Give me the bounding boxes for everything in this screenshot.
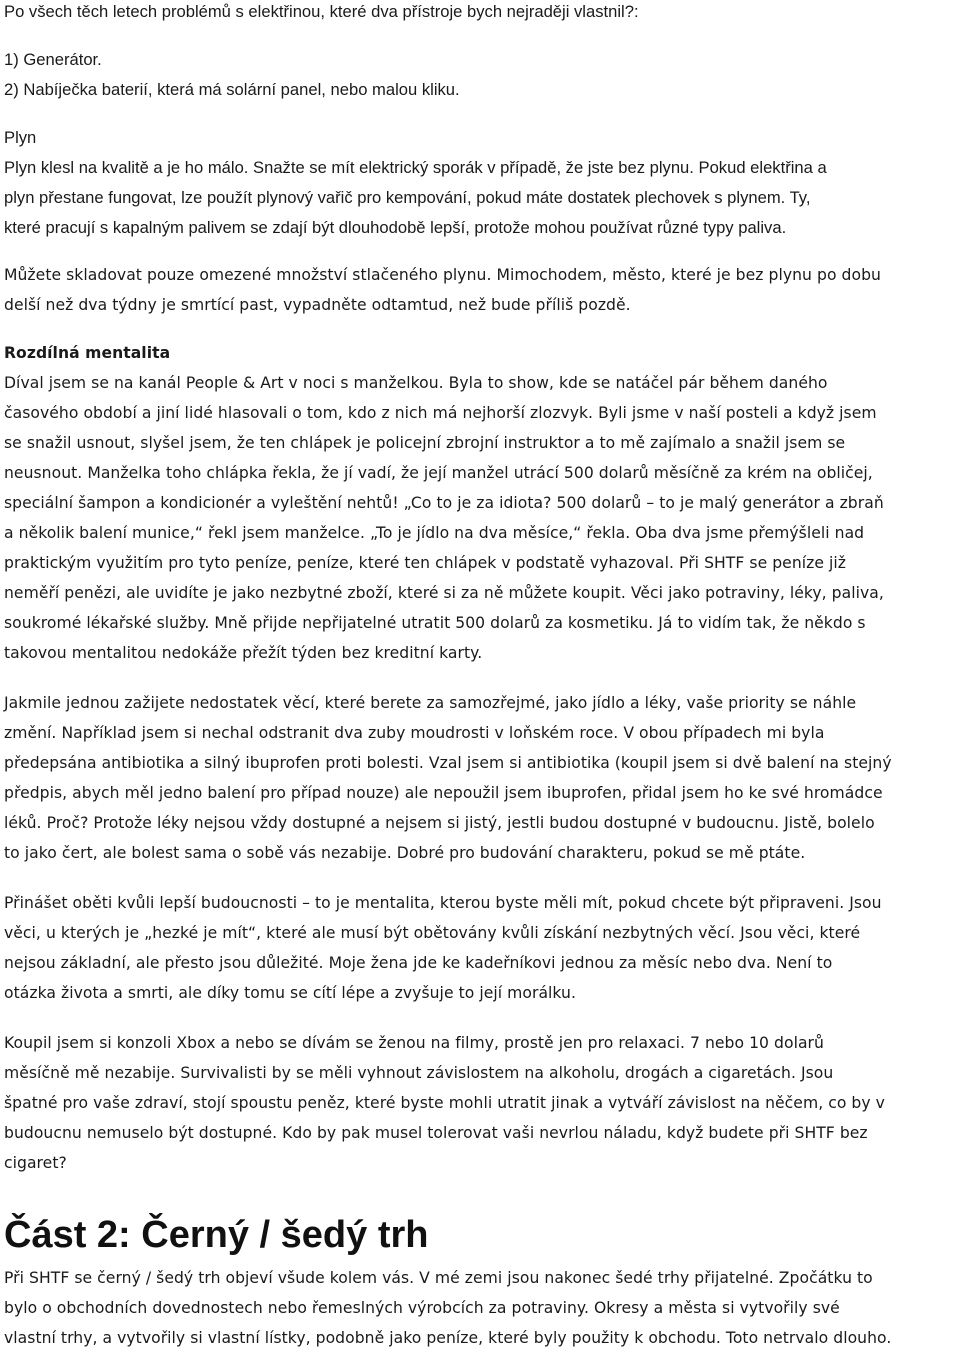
text-line: soukromé lékařské služby. Mně přijde nepřijatelné utratit 500 dolarů za kosmetiku. Já to vidím tak, že někdo s	[4, 614, 866, 632]
text-line: neusnout. Manželka toho chlápka řekla, že jí vadí, že její manžel utrácí 500 dolarů měsíčně za krém na obličej,	[4, 464, 873, 482]
text-line: měsíčně mě nezabije. Survivalisti by se měli vyhnout závislostem na alkoholu, drogách a cigaretách. Jsou	[4, 1064, 834, 1082]
text-line: budoucnu nemuselo být dostupné. Kdo by pak musel tolerovat vaši nevrlou náladu, když budete při SHTF bez	[4, 1124, 868, 1142]
text-line: časového období a jiní lidé hlasovali o tom, kdo z nich má nejhorší zlozvyk. Byli jsme v naší posteli a když jsem	[4, 404, 877, 422]
text-line: plyn přestane fungovat, lze použít plynový vařič pro kempování, pokud máte dostatek plechovek s plynem. Ty,	[4, 188, 811, 207]
text-line: Přinášet oběti kvůli lepší budoucnosti – to je mentalita, kterou byste měli mít, pokud chcete být připraveni. Jsou	[4, 894, 882, 912]
text-line: Koupil jsem si konzoli Xbox a nebo se dívám se ženou na filmy, prostě jen pro relaxaci. 7 nebo 10 dolarů	[4, 1034, 824, 1052]
text-line: Díval jsem se na kanál People & Art v noci s manželkou. Byla to show, kde se natáčel pár během daného	[4, 374, 828, 392]
text-line: praktickým využitím pro tyto peníze, peníze, které ten chlápek v podstatě vyhazoval. Při SHTF se peníze již	[4, 554, 847, 572]
text-line: se snažil usnout, slyšel jsem, že ten chlápek je policejní zbrojní instruktor a to mě zajímalo a snažil jsem se	[4, 434, 846, 452]
text-line: to jako čert, ale bolest sama o sobě vás nezabije. Dobré pro budování charakteru, pokud se mě ptáte.	[4, 844, 806, 862]
text-line: neměří penězi, ale uvidíte je jako nezbytné zboží, které si za ně můžete koupit. Věci jako potraviny, léky, paliva,	[4, 584, 884, 602]
text-line: delší než dva týdny je smrtící past, vypadněte odtamtud, než bude příliš pozdě.	[4, 296, 631, 314]
section-heading: Plyn	[4, 128, 37, 147]
text-line: předepsána antibiotika a silný ibuprofen proti bolesti. Vzal jsem si antibiotika (koupil jsem si dvě balení na stejný	[4, 754, 892, 772]
text-line: léků. Proč? Protože léky nejsou vždy dostupné a nejsem si jistý, jestli budou dostupné v budoucnu. Jistě, bolelo	[4, 814, 875, 832]
text-line: a několik balení munice,“ řekl jsem manželce. „To je jídlo na dva měsíce,“ řekla. Oba dva jsme přemýšleli nad	[4, 524, 865, 542]
chapter-heading: Část 2: Černý / šedý trh	[4, 1214, 429, 1256]
text-line: špatné pro vaše zdraví, stojí spoustu peněz, které byste mohli utratit jinak a vytváří závislost na něčem, co by v	[4, 1094, 885, 1112]
text-line: otázka života a smrti, ale díky tomu se cítí lépe a zvyšuje to její morálku.	[4, 984, 576, 1002]
list-item: 1) Generátor.	[4, 50, 102, 69]
text-line: Po všech těch letech problémů s elektřinou, které dva přístroje bych nejraději vlastnil?:	[4, 2, 639, 21]
text-line: speciální šampon a kondicionér a vyleštění nehtů! „Co to je za idiota? 500 dolarů – to je malý generátor a zbraň	[4, 494, 884, 512]
text-line: nejsou základní, ale přesto jsou důležité. Moje žena jde ke kadeřníkovi jednou za měsíc nebo dva. Není to	[4, 954, 833, 972]
text-line: změní. Například jsem si nechal odstranit dva zuby moudrosti v loňském roce. V obou případech mi byla	[4, 724, 825, 742]
text-line: předpis, abych měl jedno balení pro případ nouze) ale nepoužil jsem ibuprofen, přidal jsem ho ke své hromádce	[4, 784, 883, 802]
text-line: Jakmile jednou zažijete nedostatek věcí, které berete za samozřejmé, jako jídlo a léky, vaše priority se náhle	[4, 694, 857, 712]
text-line: věci, u kterých je „hezké je mít“, které ale musí být obětovány kvůli získání nezbytných věcí. Jsou věci, které	[4, 924, 861, 942]
text-line: Plyn klesl na kvalitě a je ho málo. Snažte se mít elektrický sporák v případě, že jste bez plynu. Pokud elektřina a	[4, 158, 827, 177]
text-line: vlastní trhy, a vytvořily si vlastní lístky, podobně jako peníze, které byly použity k obchodu. Toto netrvalo dlouho.	[4, 1329, 892, 1347]
text-line: takovou mentalitou nedokáže přežít týden bez kreditní karty.	[4, 644, 483, 662]
list-item: 2) Nabíječka baterií, která má solární panel, nebo malou kliku.	[4, 80, 460, 99]
section-heading: Rozdílná mentalita	[4, 344, 171, 362]
text-line: které pracují s kapalným palivem se zdají být dlouhodobě lepší, protože mohou používat různé typy paliva.	[4, 218, 787, 237]
text-line: Při SHTF se černý / šedý trh objeví všude kolem vás. V mé zemi jsou nakonec šedé trhy přijatelné. Zpočátku to	[4, 1269, 873, 1287]
text-line: cigaret?	[4, 1154, 67, 1172]
text-line: bylo o obchodních dovednostech nebo řemeslných výrobcích za potraviny. Okresy a města si vytvořily své	[4, 1299, 840, 1317]
text-line: Můžete skladovat pouze omezené množství stlačeného plynu. Mimochodem, město, které je bez plynu po dobu	[4, 266, 881, 284]
